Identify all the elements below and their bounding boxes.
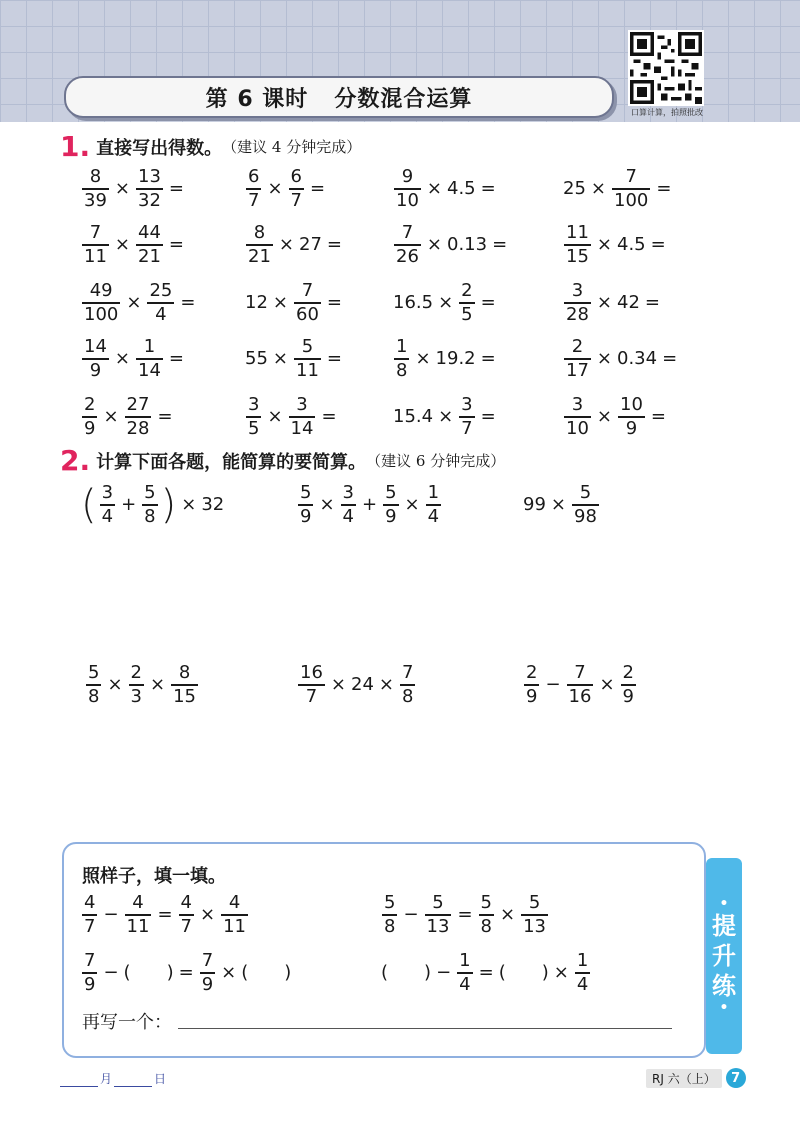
fraction: $\frac{3}{4}$ — [101, 482, 114, 527]
problem-2-1: ( $\frac{3}{4}$ + $\frac{5}{8}$ ) × 32 — [81, 481, 225, 528]
fraction: $\frac{44}{21}$ — [138, 222, 161, 267]
problem-2-6: $\frac{2}{9}$ − $\frac{7}{16}$ × $\frac{2}{9}$ — [526, 662, 634, 707]
fraction: $\frac{1}{14}$ — [138, 336, 161, 381]
fraction: $\frac{3}{14}$ — [290, 394, 314, 439]
fraction: $\frac{8}{21}$ — [248, 222, 271, 267]
problem-1-18: $\frac{3}{5}$ × $\frac{3}{14}$ = — [248, 394, 337, 439]
problem-2-5: $\frac{16}{7}$ × 24 × $\frac{7}{8}$ — [300, 662, 414, 707]
example-2: $\frac{5}{8}$ − $\frac{5}{13}$ = $\frac{5}{8}$ × $\frac{5}{13}$ — [384, 892, 546, 937]
lesson-title — [64, 76, 614, 118]
fraction: $\frac{3}{7}$ — [461, 394, 473, 439]
problem-1-12: $\frac{3}{28}$ × 42 = — [566, 280, 660, 325]
fraction: $\frac{27}{28}$ — [126, 394, 150, 439]
fraction: $\frac{2}{17}$ — [566, 336, 589, 381]
fraction: $\frac{7}{11}$ — [84, 222, 107, 267]
fraction: $\frac{4}{7}$ — [84, 892, 96, 937]
fraction: $\frac{5}{98}$ — [574, 482, 597, 527]
extension-title: 照样子，填一填。 — [82, 866, 226, 887]
fraction: $\frac{6}{7}$ — [290, 166, 302, 211]
fraction: $\frac{49}{100}$ — [84, 280, 119, 325]
fraction: $\frac{2}{5}$ — [461, 280, 473, 325]
problem-1-17: $\frac{2}{9}$ × $\frac{27}{28}$ = — [84, 394, 173, 439]
fraction: $\frac{11}{15}$ — [566, 222, 589, 267]
lesson-number: 第 6 课时 — [205, 86, 309, 112]
fraction: $\frac{5}{9}$ — [300, 482, 312, 527]
problem-2-4: $\frac{5}{8}$ × $\frac{2}{3}$ × $\frac{8}{15}$ — [88, 662, 196, 707]
problem-1-19: 15.4 × $\frac{3}{7}$ = — [393, 394, 496, 439]
problem-1-1: $\frac{8}{39}$ × $\frac{13}{32}$ = — [84, 166, 184, 211]
fill-in-1[interactable]: $\frac{7}{9}$ − ( ) = $\frac{7}{9}$ × ( ) — [84, 950, 292, 995]
qr-code-icon[interactable] — [628, 30, 704, 106]
problem-1-9: $\frac{49}{100}$ × $\frac{25}{4}$ = — [84, 280, 196, 325]
problem-1-11: 16.5 × $\frac{2}{5}$ = — [393, 280, 496, 325]
fraction: $\frac{7}{60}$ — [296, 280, 319, 325]
fraction: $\frac{16}{7}$ — [300, 662, 323, 707]
fraction: $\frac{10}{9}$ — [620, 394, 643, 439]
problem-1-4: 25 × $\frac{7}{100}$ = — [563, 166, 672, 211]
fraction: $\frac{3}{28}$ — [566, 280, 589, 325]
section1-heading — [60, 130, 361, 163]
problem-1-6: $\frac{8}{21}$ × 27 = — [248, 222, 342, 267]
problem-1-3: $\frac{9}{10}$ × 4.5 = — [396, 166, 496, 211]
fraction: $\frac{5}{8}$ — [384, 892, 396, 937]
fraction: $\frac{25}{4}$ — [149, 280, 173, 325]
fraction: $\frac{3}{5}$ — [248, 394, 260, 439]
fraction: $\frac{2}{9}$ — [84, 394, 96, 439]
fraction: $\frac{1}{4}$ — [576, 950, 589, 995]
fraction: $\frac{5}{9}$ — [385, 482, 397, 527]
fraction: $\frac{7}{16}$ — [568, 662, 592, 707]
fraction: $\frac{8}{39}$ — [84, 166, 107, 211]
qr-caption: 口算计算，拍照批改 — [631, 108, 703, 117]
fraction: $\frac{8}{15}$ — [173, 662, 196, 707]
section2-title: 计算下面各题，能简算的要简算。 — [96, 451, 367, 473]
problem-1-7: $\frac{7}{26}$ × 0.13 = — [396, 222, 508, 267]
fraction: $\frac{2}{3}$ — [130, 662, 142, 707]
fraction: $\frac{5}{8}$ — [144, 482, 156, 527]
lesson-topic: 分数混合运算 — [334, 86, 473, 112]
section2-number: 2. — [60, 444, 91, 477]
write-another-line[interactable] — [178, 1028, 672, 1029]
section1-hint: （建议 4 分钟完成） — [222, 138, 362, 156]
date-field[interactable]: 月 日 — [60, 1070, 166, 1087]
fraction: $\frac{6}{7}$ — [248, 166, 260, 211]
fraction: $\frac{3}{4}$ — [342, 482, 354, 527]
fraction: $\frac{9}{10}$ — [396, 166, 419, 211]
problem-1-16: $\frac{2}{17}$ × 0.34 = — [566, 336, 678, 381]
section1-number: 1. — [60, 130, 91, 163]
fraction: $\frac{3}{10}$ — [566, 394, 589, 439]
fraction: $\frac{2}{9}$ — [526, 662, 538, 707]
fraction: $\frac{7}{9}$ — [201, 950, 214, 995]
fraction: $\frac{7}{9}$ — [84, 950, 96, 995]
extension-tab: • 提 升 练 • — [706, 858, 742, 1054]
problem-2-2: $\frac{5}{9}$ × $\frac{3}{4}$ + $\frac{5}{9}$ × $\frac{1}{4}$ — [300, 482, 440, 527]
fraction: $\frac{13}{32}$ — [138, 166, 161, 211]
page-number: 7 — [726, 1068, 746, 1088]
problem-1-15: $\frac{1}{8}$ × 19.2 = — [396, 336, 496, 381]
fraction: $\frac{7}{100}$ — [614, 166, 649, 211]
grade-label: RJ 六（上） — [646, 1069, 722, 1088]
section2-heading — [60, 444, 505, 477]
fill-in-2[interactable]: ( ) − $\frac{1}{4}$ = ( ) × $\frac{1}{4}$ — [381, 950, 589, 995]
problem-1-8: $\frac{11}{15}$ × 4.5 = — [566, 222, 666, 267]
fraction: $\frac{4}{11}$ — [126, 892, 150, 937]
example-1: $\frac{4}{7}$ − $\frac{4}{11}$ = $\frac{4}{7}$ × $\frac{4}{11}$ — [84, 892, 246, 937]
section1-title: 直接写出得数。 — [96, 137, 223, 159]
fraction: $\frac{2}{9}$ — [622, 662, 634, 707]
fraction: $\frac{4}{7}$ — [180, 892, 192, 937]
page-footer — [646, 1068, 746, 1088]
fraction: $\frac{1}{4}$ — [459, 950, 471, 995]
problem-1-10: 12 × $\frac{7}{60}$ = — [245, 280, 342, 325]
fraction: $\frac{5}{13}$ — [426, 892, 450, 937]
fraction: $\frac{5}{11}$ — [296, 336, 319, 381]
write-another-label: 再写一个： — [82, 1012, 172, 1033]
fraction: $\frac{1}{8}$ — [396, 336, 408, 381]
problem-1-13: $\frac{14}{9}$ × $\frac{1}{14}$ = — [84, 336, 184, 381]
fraction: $\frac{4}{11}$ — [223, 892, 246, 937]
problem-1-2: $\frac{6}{7}$ × $\frac{6}{7}$ = — [248, 166, 326, 211]
fraction: $\frac{7}{26}$ — [396, 222, 419, 267]
problem-2-3: 99 × $\frac{5}{98}$ — [523, 482, 597, 527]
problem-1-14: 55 × $\frac{5}{11}$ = — [245, 336, 342, 381]
fraction: $\frac{14}{9}$ — [84, 336, 107, 381]
fraction: $\frac{5}{8}$ — [88, 662, 100, 707]
section2-hint: （建议 6 分钟完成） — [366, 452, 506, 470]
fraction: $\frac{1}{4}$ — [427, 482, 440, 527]
fraction: $\frac{7}{8}$ — [402, 662, 414, 707]
fraction: $\frac{5}{13}$ — [523, 892, 546, 937]
fraction: $\frac{5}{8}$ — [480, 892, 492, 937]
problem-1-5: $\frac{7}{11}$ × $\frac{44}{21}$ = — [84, 222, 184, 267]
problem-1-20: $\frac{3}{10}$ × $\frac{10}{9}$ = — [566, 394, 666, 439]
